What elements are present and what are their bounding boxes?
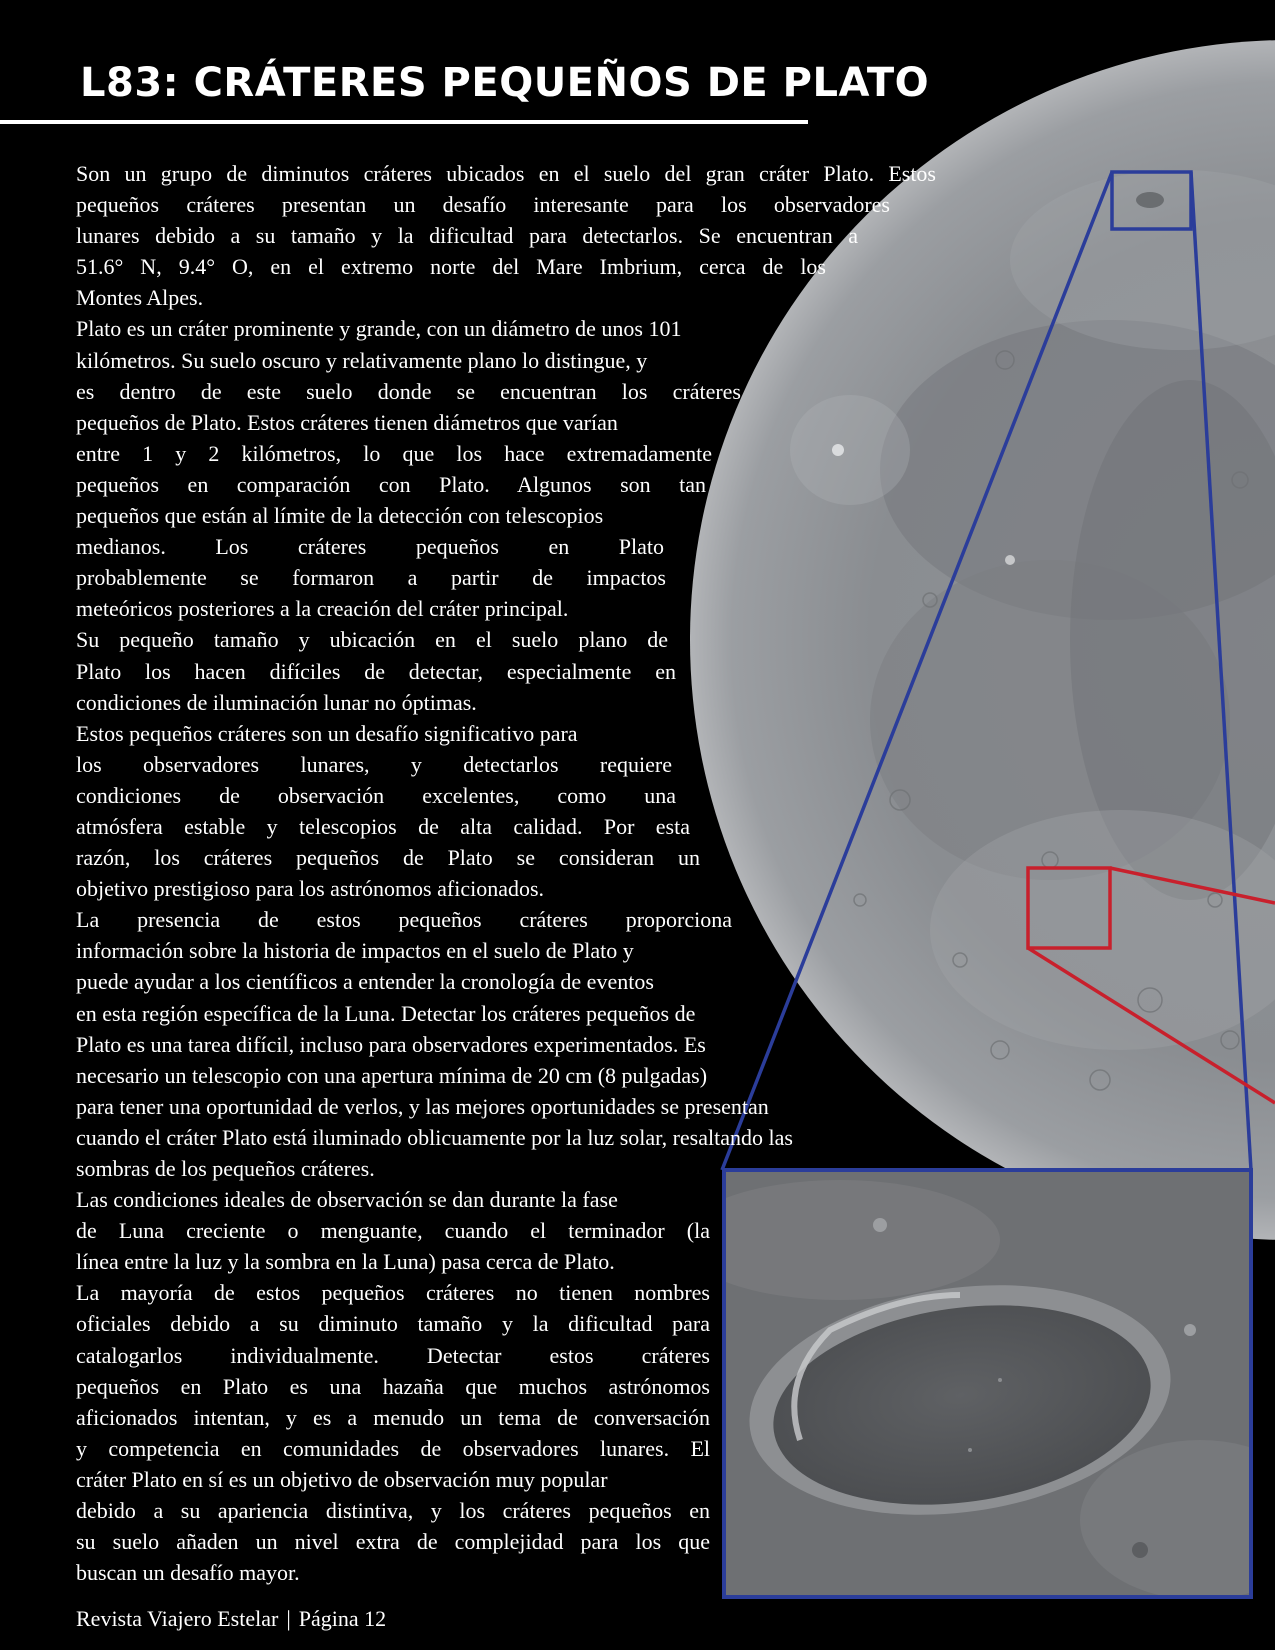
body-line: puede ayudar a los científicos a entender la cronología de eventos [76, 969, 654, 995]
body-line: de Luna creciente o menguante, cuando el terminador (la [76, 1218, 710, 1244]
body-line: aficionados intentan, y es a menudo un tema de conversación [76, 1404, 710, 1430]
body-line: debido a su apariencia distintiva, y los cráteres pequeños en [76, 1498, 710, 1524]
body-line: medianos. Los cráteres pequeños en Plato [76, 534, 664, 560]
page-title: L83: CRÁTERES PEQUEÑOS DE PLATO [80, 60, 930, 106]
body-line: Plato es una tarea difícil, incluso para observadores experimentados. Es [76, 1031, 706, 1057]
page-footer [76, 1606, 386, 1632]
body-line: objetivo prestigioso para los astrónomos aficionados. [76, 876, 545, 902]
body-line: catalogarlos individualmente. Detectar estos cráteres [76, 1342, 710, 1368]
body-line: su suelo añaden un nivel extra de complejidad para los que [76, 1529, 710, 1555]
body-line: atmósfera estable y telescopios de alta calidad. Por esta [76, 813, 690, 839]
article-body [76, 158, 936, 1588]
body-line: Su pequeño tamaño y ubicación en el suelo plano de [76, 627, 668, 653]
body-line: pequeños en Plato es una hazaña que muchos astrónomos [76, 1373, 710, 1399]
body-line: Plato los hacen difíciles de detectar, especialmente en [76, 658, 676, 684]
body-line: condiciones de observación excelentes, como una [76, 782, 676, 808]
body-line: oficiales debido a su diminuto tamaño y la dificultad para [76, 1311, 710, 1337]
body-line: 51.6° N, 9.4° O, en el extremo norte del Mare Imbrium, cerca de los [76, 254, 826, 280]
page-number: Página 12 [298, 1606, 387, 1631]
body-line: y competencia en comunidades de observadores lunares. El [76, 1435, 710, 1461]
body-line: los observadores lunares, y detectarlos requiere [76, 751, 672, 777]
title-underline [0, 120, 808, 124]
body-line: La mayoría de estos pequeños cráteres no tienen nombres [76, 1280, 710, 1306]
body-line: pequeños que están al límite de la detección con telescopios [76, 503, 604, 529]
body-line: para tener una oportunidad de verlos, y las mejores oportunidades se presentan [76, 1093, 769, 1119]
body-line: kilómetros. Su suelo oscuro y relativamente plano lo distingue, y [76, 347, 648, 373]
body-line: pequeños de Plato. Estos cráteres tienen diámetros que varían [76, 409, 618, 435]
body-line: pequeños en comparación con Plato. Algunos son tan [76, 471, 706, 497]
body-line: Montes Alpes. [76, 285, 204, 311]
body-line: razón, los cráteres pequeños de Plato se consideran un [76, 845, 700, 871]
body-line: en esta región específica de la Luna. Detectar los cráteres pequeños de [76, 1000, 696, 1026]
body-line: entre 1 y 2 kilómetros, lo que los hace extremadamente [76, 440, 712, 466]
body-line: buscan un desafío mayor. [76, 1560, 300, 1586]
body-line: Estos pequeños cráteres son un desafío significativo para [76, 720, 578, 746]
body-line: sombras de los pequeños cráteres. [76, 1156, 375, 1181]
body-line: Son un grupo de diminutos cráteres ubicados en el suelo del gran cráter Plato. Estos [76, 161, 936, 186]
body-line: Plato es un cráter prominente y grande, con un diámetro de unos 101 [76, 316, 682, 342]
body-line: línea entre la luz y la sombra en la Luna) pasa cerca de Plato. [76, 1249, 615, 1275]
body-line: necesario un telescopio con una apertura mínima de 20 cm (8 pulgadas) [76, 1062, 708, 1088]
body-line: meteóricos posteriores a la creación del cráter principal. [76, 596, 569, 622]
body-line: lunares debido a su tamaño y la dificultad para detectarlos. Se encuentran a [76, 223, 858, 249]
body-line: cuando el cráter Plato está iluminado oblicuamente por la luz solar, resaltando las [76, 1124, 793, 1150]
body-line: información sobre la historia de impactos en el suelo de Plato y [76, 938, 634, 964]
magazine-name: Revista Viajero Estelar [76, 1606, 279, 1631]
body-line: La presencia de estos pequeños cráteres proporciona [76, 907, 732, 933]
body-line: cráter Plato en sí es un objetivo de observación muy popular [76, 1466, 608, 1492]
body-line: condiciones de iluminación lunar no óptimas. [76, 689, 477, 715]
body-line: pequeños cráteres presentan un desafío interesante para los observadores [76, 192, 890, 218]
footer-separator: | [286, 1606, 291, 1631]
body-line: probablemente se formaron a partir de impactos [76, 565, 666, 591]
body-line: Las condiciones ideales de observación se dan durante la fase [76, 1187, 618, 1213]
body-line: es dentro de este suelo donde se encuentran los cráteres [76, 378, 741, 404]
